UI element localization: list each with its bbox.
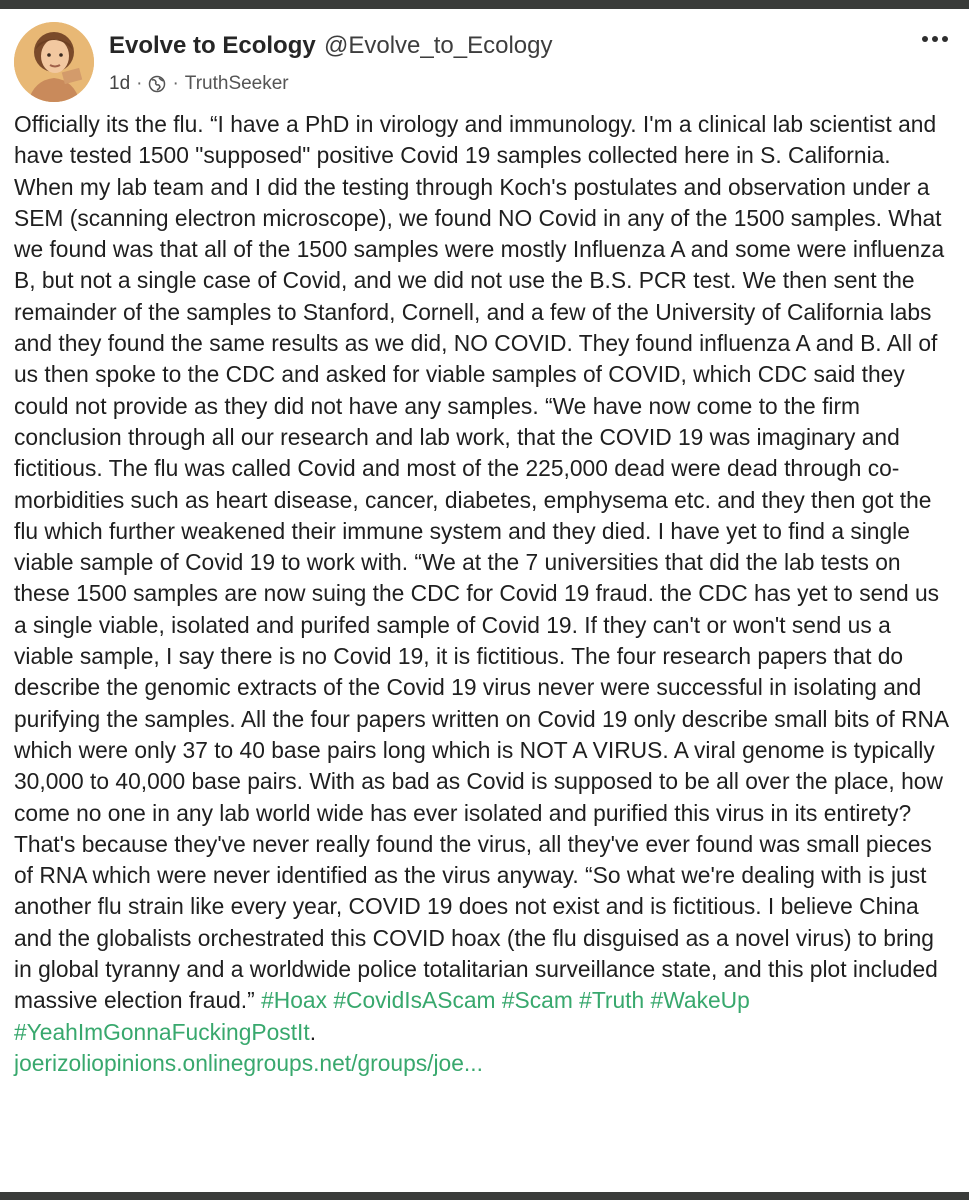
group-name[interactable]: TruthSeeker bbox=[184, 73, 289, 94]
post-text: Officially its the flu. “I have a PhD in virology and immunology. I'm a clinical lab scientist and have tested 1500 "supposed" positive Covid 19 samples collected here in S. California. When my lab team and I did the testing through Koch's postulates and observation under a SEM (scanning electron microscope), we found NO Covid in any of the 1500 samples. What we found was that all of the 1500 samples were mostly Influenza A and some were influenza B, but not a single case of Covid, and we did not use the B.S. PCR test. We then sent the remainder of the samples to Stanford, Cornell, and a few of the University of California labs and they found the same results as we did, NO COVID. They found influenza A and B. All of us then spoke to the CDC and asked for viable samples of COVID, which CDC said they could not provide as they did not have any samples. “We have now come to the firm conclusion through all our research and lab work, that the COVID 19 was imaginary and fictitious. The flu was called Covid and most of the 225,000 dead were dead through co-morbidities such as heart disease, cancer, diabetes, emphysema etc. and they then got the flu which further weakened their immune system and they died. I have yet to find a single viable sample of Covid 19 to work with. “We at the 7 universities that did the lab tests on these 1500 samples are now suing the CDC for Covid 19 fraud. the CDC has yet to send us a single viable, isolated and purifed sample of Covid 19. If they can't or won't send us a viable sample, I say there is no Covid 19, it is fictitious. The four research papers that do describe the genomic extracts of the Covid 19 virus never were successful in isolating and purifying the samples. All the four papers written on Covid 19 only describe small bits of RNA which were only 37 to 40 base pairs long which is NOT A VIRUS. A viral genome is typically 30,000 to 40,000 base pairs. With as bad as Covid is supposed to be all over the place, how come no one in any lab world wide has ever isolated and purified this virus in its entirety? That's because they've never really found the virus, all they've ever found was small pieces of RNA which were never identified as the virus anyway. “So what we're dealing with is just another flu strain like every year, COVID 19 does not exist and is fictitious. I believe China and the globalists orchestrated this COVID hoax (the flu disguised as a novel virus) to bring in global tyranny and a worldwide police totalitarian surveillance state, and this plot included massive election fraud.” bbox=[14, 111, 948, 1014]
post-body bbox=[14, 109, 954, 1079]
avatar-image bbox=[14, 22, 94, 102]
more-dot bbox=[942, 36, 948, 42]
hashtag-period: . bbox=[309, 1018, 317, 1045]
more-dot bbox=[932, 36, 938, 42]
meta-separator: · bbox=[172, 73, 179, 94]
avatar[interactable] bbox=[14, 22, 94, 102]
more-dot bbox=[922, 36, 928, 42]
hashtag-covid-is-a-scam[interactable]: #CovidIsAScam bbox=[333, 987, 496, 1014]
meta-separator: · bbox=[136, 73, 143, 94]
hashtag-wake-up[interactable]: #WakeUp bbox=[650, 987, 750, 1014]
more-horizontal-icon[interactable] bbox=[922, 36, 948, 42]
hashtag-truth[interactable]: #Truth bbox=[579, 987, 645, 1014]
post-card bbox=[0, 9, 969, 1192]
hashtag-hoax[interactable]: #Hoax bbox=[261, 987, 327, 1014]
author-display-name[interactable]: Evolve to Ecology bbox=[109, 32, 316, 59]
post-time[interactable]: 1d bbox=[109, 73, 131, 94]
hashtag-scam[interactable]: #Scam bbox=[501, 987, 573, 1014]
post-meta bbox=[109, 71, 289, 97]
globe-icon bbox=[148, 75, 166, 93]
author-handle[interactable]: @Evolve_to_Ecology bbox=[324, 32, 553, 59]
hashtag-yeah-im-gonna-post-it[interactable]: #YeahImGonnaFuckingPostIt bbox=[14, 1018, 310, 1045]
post-header bbox=[14, 18, 954, 104]
external-link[interactable]: joerizoliopinions.onlinegroups.net/groups/joe... bbox=[14, 1049, 483, 1076]
